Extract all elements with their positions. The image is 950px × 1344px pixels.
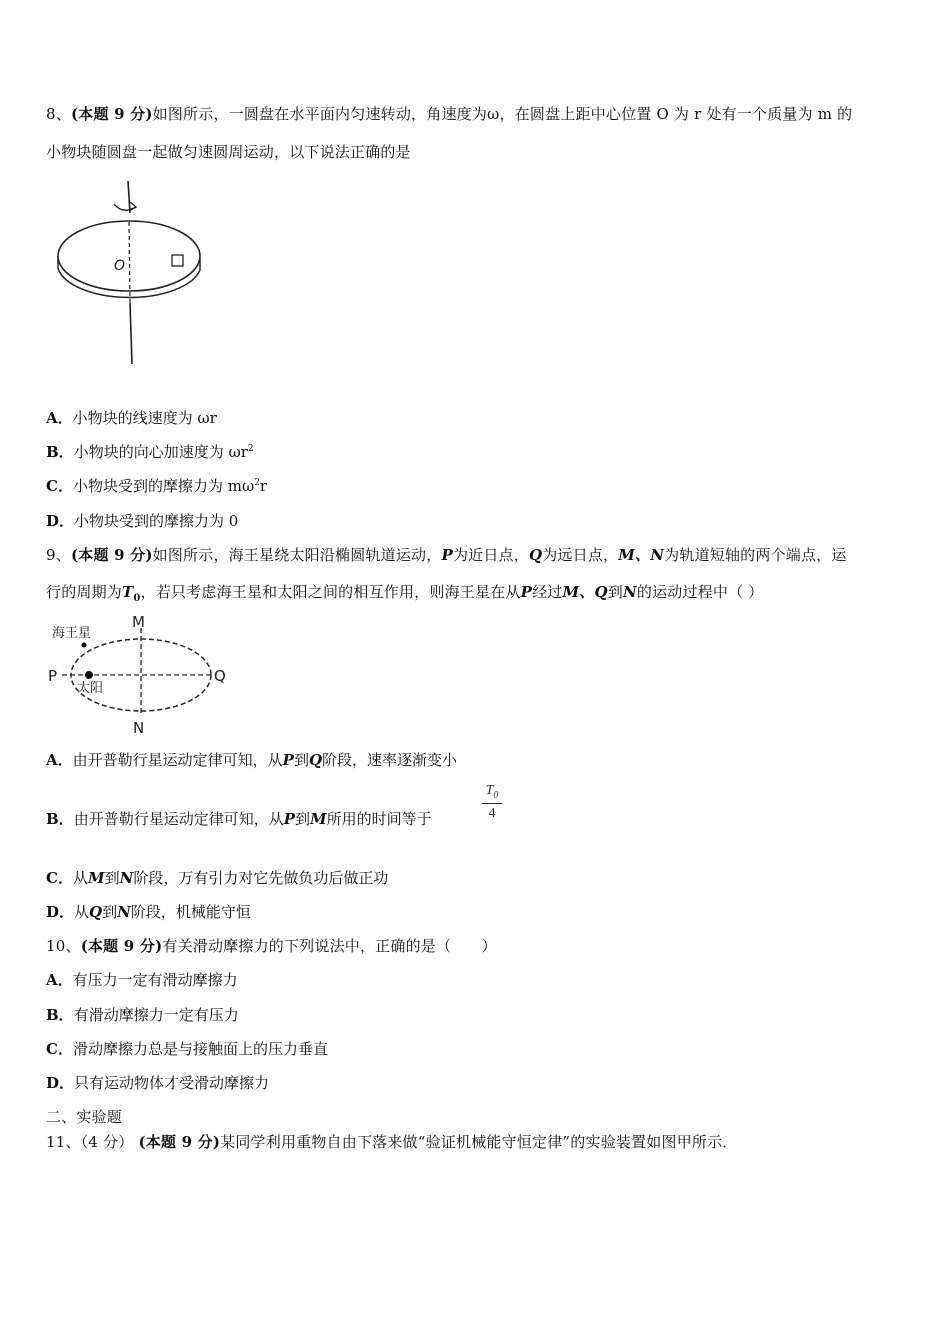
label-q: Q xyxy=(214,667,226,685)
neptune-dot xyxy=(82,643,87,648)
q10-option-b[interactable]: B．有滑动摩擦力一定有压力 xyxy=(46,1006,239,1024)
section-title: 二、实验题 xyxy=(46,1108,123,1126)
fraction-numerator: $T_0$ xyxy=(485,783,499,801)
rotation-axis-bottom xyxy=(130,303,132,364)
label-neptune: 海王星 xyxy=(52,626,92,641)
label-n: N xyxy=(133,719,145,737)
sun-dot xyxy=(85,671,93,679)
q8-option-b[interactable]: B．小物块的向心加速度为 $\omega r^2$ xyxy=(46,443,254,461)
q9-b-fraction xyxy=(482,783,502,822)
q9-option-a[interactable]: A．由开普勒行星运动定律可知，从P到Q阶段，速率逐渐变小 xyxy=(46,751,458,769)
q10-option-d[interactable]: D．只有运动物体才受滑动摩擦力 xyxy=(46,1074,270,1092)
q9-option-b[interactable]: B．由开普勒行星运动定律可知，从P到M所用的时间等于 xyxy=(46,810,432,828)
label-p: P xyxy=(48,667,58,685)
label-m: M xyxy=(132,613,145,631)
q8-stem-line1: 8、(本题 9 分)如图所示，一圆盘在水平面内匀速转动，角速度为ω，在圆盘上距中心位置 O 为 r 处有一个质量为 m 的 xyxy=(46,105,853,123)
center-label: O xyxy=(114,258,126,274)
q10-stem: 10、(本题 9 分)有关滑动摩擦力的下列说法中，正确的是（ ） xyxy=(46,937,497,955)
q8-option-a[interactable]: A．小物块的线速度为 ωr xyxy=(46,409,217,427)
q10-option-c[interactable]: C．滑动摩擦力总是与接触面上的压力垂直 xyxy=(46,1040,328,1058)
q11-stem: 11、（4 分） (本题 9 分)某同学利用重物自由下落来做“验证机械能守恒定律”的实验装置如图甲所示． xyxy=(46,1133,738,1151)
rotation-axis-top xyxy=(128,181,130,213)
q9-stem-line1: 9、(本题 9 分)如图所示，海王星绕太阳沿椭圆轨道运动，P为近日点，Q为远日点，M、N为轨道短轴的两个端点，运 xyxy=(46,546,847,564)
q9-stem-line2: 行的周期为$T_0$，若只考虑海王星和太阳之间的相互作用，则海王星在从P经过M、Q到N的运动过程中（ ） xyxy=(46,583,764,604)
q8-option-d[interactable]: D．小物块受到的摩擦力为 0 xyxy=(46,512,239,530)
q8-option-c[interactable]: C．小物块受到的摩擦力为 $m\omega^2r$ xyxy=(46,477,268,495)
q8-stem-line2: 小物块随圆盘一起做匀速圆周运动，以下说法正确的是 xyxy=(46,143,411,161)
label-sun: 太阳 xyxy=(77,681,104,696)
q9-option-d[interactable]: D．从Q到N阶段，机械能守恒 xyxy=(46,903,251,921)
fraction-denominator: 4 xyxy=(488,805,496,821)
q9-orbit-figure xyxy=(44,612,244,738)
fraction-bar xyxy=(482,803,502,804)
q9-option-c[interactable]: C．从M到N阶段，万有引力对它先做负功后做正功 xyxy=(46,869,389,887)
q8-disk-figure xyxy=(50,178,210,374)
q10-option-a[interactable]: A．有压力一定有滑动摩擦力 xyxy=(46,971,238,989)
